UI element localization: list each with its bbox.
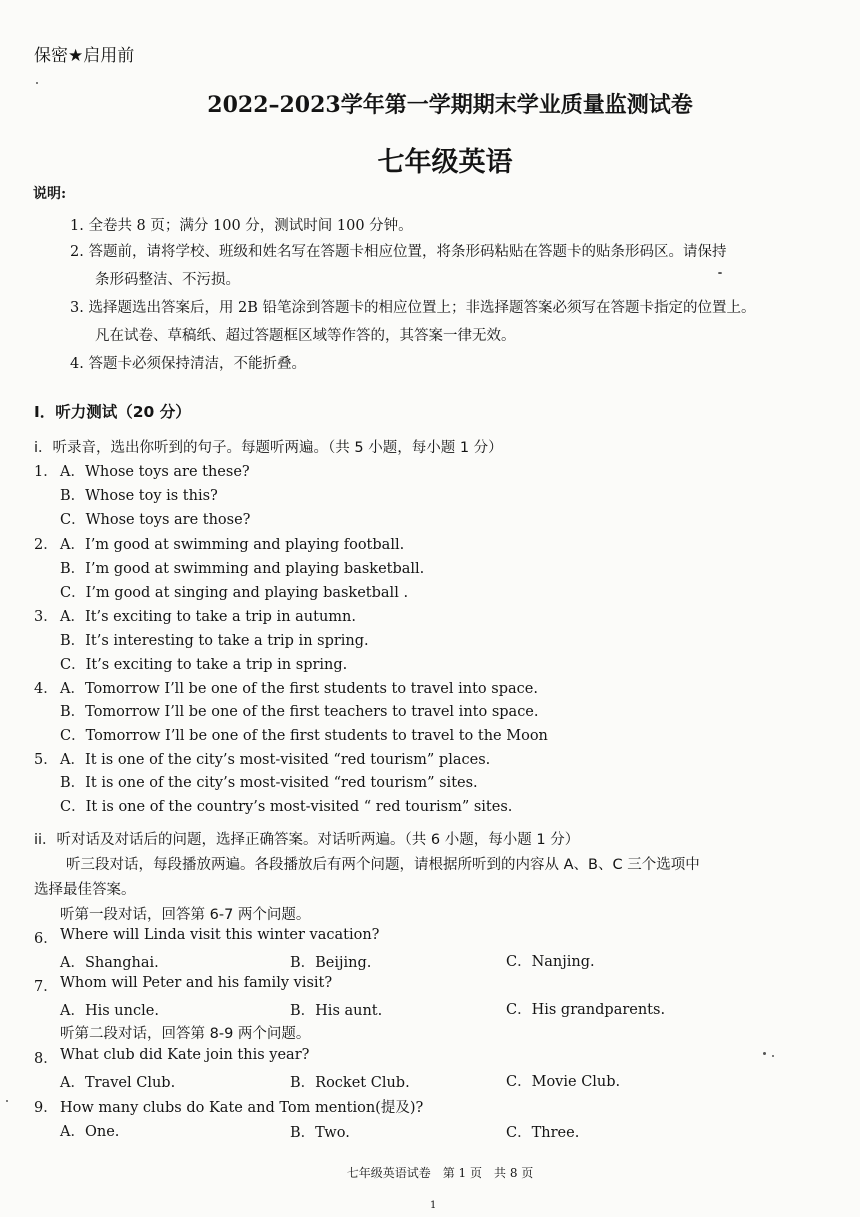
option: C．It is one of the country’s most-visited “ red tourism” sites. — [60, 799, 513, 815]
option: C．Three. — [506, 1125, 580, 1141]
question-text: Where will Linda visit this winter vacation? — [60, 927, 380, 943]
note-item: 4. 答题卡必须保持清洁，不能折叠。 — [70, 356, 306, 372]
scan-speck — [36, 82, 38, 84]
page-footer: 七年级英语试卷 第 1 页 共 8 页 — [346, 1166, 534, 1180]
option: A．Travel Club. — [60, 1075, 176, 1091]
note-item: 条形码整洁、不污损。 — [95, 272, 240, 288]
dialog-instruction: 听第二段对话，回答第 8-9 两个问题。 — [60, 1026, 311, 1042]
notes-heading: 说明: — [33, 186, 67, 202]
option: B．Whose toy is this? — [60, 488, 218, 504]
option: A．His uncle. — [60, 1003, 159, 1019]
option: B．I’m good at swimming and playing basketball. — [60, 561, 425, 577]
option: C．Tomorrow I’ll be one of the first students to travel to the Moon — [60, 728, 548, 744]
question-number: 5． — [34, 752, 58, 768]
option: C．Movie Club. — [506, 1074, 621, 1090]
part-instruction: i．听录音，选出你听到的句子。每题听两遍。（共 5 小题，每小题 1 分） — [34, 440, 503, 456]
option: A．Tomorrow I’ll be one of the first students to travel into space. — [60, 681, 538, 697]
option: B．Tomorrow I’ll be one of the first teachers to travel into space. — [60, 704, 539, 720]
note-item: 1. 全卷共 8 页；满分 100 分，测试时间 100 分钟。 — [70, 218, 413, 234]
note-item: 2. 答题前，请将学校、班级和姓名写在答题卡相应位置，将条形码粘贴在答题卡的贴条形码区。请保持 — [70, 244, 727, 260]
confidential-label: 保密★启用前 — [34, 46, 135, 66]
option: B．Rocket Club. — [290, 1075, 410, 1091]
option: A．It is one of the city’s most-visited “red tourism” places. — [60, 752, 491, 768]
option: A．Shanghai. — [60, 955, 159, 971]
scan-speck — [718, 272, 722, 274]
page-number: 1 — [430, 1200, 437, 1211]
scan-speck — [6, 1100, 8, 1102]
option: B．Beijing. — [290, 955, 372, 971]
option: A．One. — [60, 1124, 120, 1140]
option: C．Nanjing. — [506, 954, 595, 970]
question-text: Whom will Peter and his family visit? — [60, 975, 333, 991]
note-item: 凡在试卷、草稿纸、超过答题框区域等作答的，其答案一律无效。 — [95, 328, 516, 344]
subject-title: 七年级英语 — [377, 147, 513, 178]
option: A．Whose toys are these? — [60, 464, 250, 480]
option: C．It’s exciting to take a trip in spring. — [60, 657, 348, 673]
option: C．I’m good at singing and playing basketball . — [60, 585, 409, 601]
part-instruction: ii．听对话及对话后的问题，选择正确答案。对话听两遍。（共 6 小题，每小题 1 分） — [34, 832, 580, 848]
scan-speck — [763, 1052, 766, 1055]
option: A．I’m good at swimming and playing football. — [60, 537, 405, 553]
note-item: 3. 选择题选出答案后，用 2B 铅笔涂到答题卡的相应位置上；非选择题答案必须写在答题卡指定的位置上。 — [70, 300, 756, 316]
question-number: 9． — [34, 1100, 58, 1116]
question-number: 7． — [34, 979, 58, 995]
question-number: 3． — [34, 609, 58, 625]
exam-title: 2022–2023学年第一学期期末学业质量监测试卷 — [207, 92, 693, 118]
part-description: 听三段对话，每段播放两遍。各段播放后有两个问题，请根据所听到的内容从 A、B、C 三个选项中 — [66, 857, 700, 873]
scan-speck — [772, 1055, 774, 1057]
option: C．His grandparents. — [506, 1002, 666, 1018]
dialog-instruction: 听第一段对话，回答第 6-7 两个问题。 — [60, 907, 311, 923]
option: B．It’s interesting to take a trip in spring. — [60, 633, 369, 649]
question-text: What club did Kate join this year? — [60, 1047, 310, 1063]
question-text: How many clubs do Kate and Tom mention(提及)? — [60, 1100, 424, 1116]
option: B．Two. — [290, 1125, 350, 1141]
question-number: 4． — [34, 681, 58, 697]
question-number: 2． — [34, 537, 58, 553]
option: A．It’s exciting to take a trip in autumn. — [60, 609, 356, 625]
part-description: 选择最佳答案。 — [34, 882, 136, 898]
question-number: 1． — [34, 464, 58, 480]
question-number: 6． — [34, 931, 58, 947]
option: B．His aunt. — [290, 1003, 383, 1019]
option: C．Whose toys are those? — [60, 512, 251, 528]
question-number: 8． — [34, 1051, 58, 1067]
section-heading: I．听力测试（20 分） — [34, 403, 191, 421]
option: B．It is one of the city’s most-visited “red tourism” sites. — [60, 775, 478, 791]
